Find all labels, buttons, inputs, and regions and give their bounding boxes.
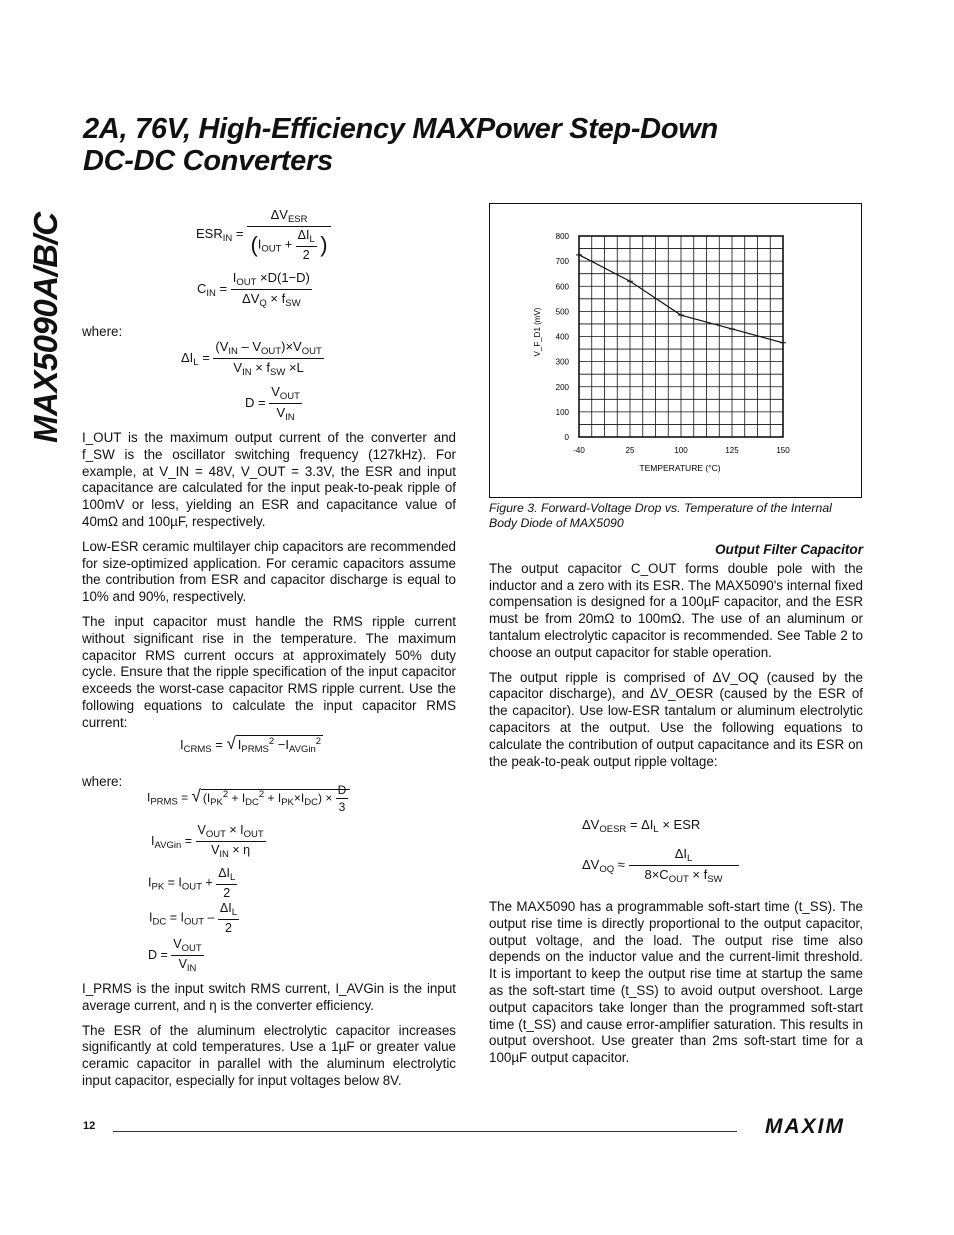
- equation-icrms: $I_{CRMS}$ = √ $I_{PRMS}^2 -I_{AVGin}^2$: [180, 734, 322, 755]
- y-tick-label: 400: [555, 332, 569, 342]
- equation-idc: $I_{DC} = I_{OUT}$ – $\frac{\Delta I_L}{2}$: [149, 901, 238, 935]
- y-tick-label: 600: [555, 282, 569, 292]
- x-tick-label: 150: [776, 446, 790, 455]
- section-heading-output-filter: Output Filter Capacitor: [714, 542, 863, 557]
- equation-cin: $C_{IN}$ = $\frac{I_{OUT} \times D(1-D)}{\Delta V_Q \times f_{SW}}$: [197, 270, 310, 309]
- equation-dv-oq: $\Delta V_{OQ}$ ≈ $\frac{\Delta I_L}{8\times C_{OUT} \times f_{SW}}$: [582, 846, 739, 885]
- paragraph-soft-start: The MAX5090 has a programmable soft-start time (t_SS). The output rise time is directly proportional to the output capacitor, output voltage, and the load. The output rise time also depends on the inductor value and the current-limit threshold. It is important to keep the output rise time at startup the same as the soft-start time (t_SS) to avoid output overshoot. Large output capacitors take longer than the programmed soft-start time (t_SS) and cause error-amplifier saturation. This results in output overshoot. Use greater than 2ms soft-start time for a 100µF output capacitor.: [489, 899, 863, 1066]
- paragraph-esr-cold: The ESR of the aluminum electrolytic capacitor increases significantly at cold temperatures. Use a 1µF or greater value ceramic capacitor in parallel with the aluminum electrolytic input capacitor, especially for input voltages below 8V.: [82, 1022, 456, 1088]
- equation-d-2: D = $\frac{V_{OUT}}{V_{IN}}$: [148, 937, 202, 974]
- footer-rule: [113, 1131, 737, 1132]
- data-point: [576, 252, 582, 258]
- paragraph-iout: I_OUT is the maximum output current of the converter and f_SW is the oscillator switching frequency (127kHz). For example, at V_IN = 48V, V_OUT = 3.3V, the ESR and input capacitance are calculated for the input peak-to-peak ripple of 100mV or less, yielding an ESR and capacitance value of 40mΩ and 100µF, respectively.: [82, 430, 456, 529]
- paragraph-output-ripple: The output ripple is comprised of ΔV_OQ (caused by the capacitor discharge), and ΔV_OESR (caused by the ESR of the capacitor). Use low-ESR tantalum or aluminum electrolytic capacitors at the output. Use the following equations to calculate the contribution of output capacitance and its ESR on the peak-to-peak output ripple voltage:: [489, 669, 863, 769]
- x-tick-label: 100: [674, 446, 688, 455]
- x-tick-label: -40: [573, 446, 585, 455]
- equation-delta-il: $\Delta I_L$ = $\frac{(V_{IN} - V_{OUT})\times V_{OUT}}{V_{IN} \times f_{SW} \times L}$: [181, 339, 322, 378]
- y-axis-label: V_F_D1 (mV): [533, 307, 542, 357]
- side-part-number: MAX5090A/B/C: [27, 212, 64, 443]
- page-title: [83, 113, 903, 177]
- equation-esr-in: $ESR_{IN}$ = $\Delta V_{ESR}$ ($I_{OUT}$ + $\frac{\Delta I_L}{2}$ ): [196, 207, 331, 262]
- left-column-text-1: [82, 430, 456, 740]
- forward-voltage-chart: [490, 204, 861, 497]
- right-column-text: [489, 542, 863, 778]
- maxim-logo-text: MAXIM: [765, 1116, 845, 1136]
- where-label-1: where:: [82, 324, 123, 339]
- equation-ipk: $I_{PK} = I_{OUT}$ + $\frac{\Delta I_L}{2}$: [148, 866, 236, 900]
- data-point: [729, 326, 735, 332]
- equation-iavgin: $I_{AVGin}$ = $\frac{V_{OUT} \times I_{OUT}}{V_{IN} \times \eta}$: [151, 823, 264, 860]
- where-label-2: where:: [82, 774, 123, 789]
- equation-duty: D = $\frac{V_{OUT}}{V_{IN}}$: [245, 384, 300, 423]
- right-column-text-2: [489, 899, 863, 1075]
- y-tick-label: 100: [555, 407, 569, 417]
- page-number: 12: [83, 1120, 96, 1132]
- page-title-line1: 2A, 76V, High-Efficiency MAXPower Step-Down: [83, 113, 718, 145]
- x-axis-label: TEMPERATURE (°C): [639, 463, 721, 473]
- equation-iprms: $I_{PRMS}$ = √ $(I_{PK}^2 + I_{DC}^2 + I_{PK}\times I_{DC})$ × $\frac{D}{3}$: [147, 783, 350, 814]
- maxim-logo: [750, 1116, 860, 1136]
- paragraph-low-esr: Low-ESR ceramic multilayer chip capacitors are recommended for size-optimized application. For ceramic capacitors assume the contribution from ESR and capacitor discharge is equal to 10% and 90%, respectively.: [82, 538, 456, 605]
- page-title-line2: DC-DC Converters: [83, 145, 333, 177]
- y-tick-label: 800: [555, 232, 569, 241]
- left-column-text-2: [82, 981, 456, 1098]
- x-tick-label: 125: [725, 446, 739, 455]
- y-tick-label: 0: [564, 433, 569, 442]
- y-tick-label: 700: [555, 257, 569, 267]
- equation-dv-oesr: $\Delta V_{OESR} = \Delta I_L$ × ESR: [582, 817, 701, 835]
- figure-3-box: [489, 203, 862, 498]
- paragraph-rms: The input capacitor must handle the RMS ripple current without significant rise in the temperature. The maximum capacitor RMS current occurs at approximately 50% duty cycle. Ensure that the ripple specification of the input capacitor exceeds the worst-case capacitor RMS ripple current. Use the following equations to calculate the input capacitor RMS current:: [82, 613, 456, 730]
- y-tick-label: 500: [555, 307, 569, 317]
- paragraph-iprms: I_PRMS is the input switch RMS current, I_AVGin is the input average current, and η is the converter efficiency.: [82, 981, 456, 1013]
- figure-caption: Figure 3. Forward-Voltage Drop vs. Temperature of the Internal Body Diode of MAX5090: [489, 501, 832, 530]
- data-point: [780, 340, 786, 346]
- y-tick-label: 300: [555, 357, 569, 367]
- paragraph-output-cap: The output capacitor C_OUT forms double pole with the inductor and a zero with its ESR. The MAX5090's internal fixed compensation is designed for a 100µF capacitor, and the ESR must be from 20mΩ to 100mΩ. The use of an aluminum or tantalum electrolytic capacitor is recommended. See Table 2 to choose an output capacitor for stable operation.: [489, 560, 863, 660]
- y-tick-label: 200: [555, 382, 569, 392]
- x-tick-label: 25: [625, 446, 635, 455]
